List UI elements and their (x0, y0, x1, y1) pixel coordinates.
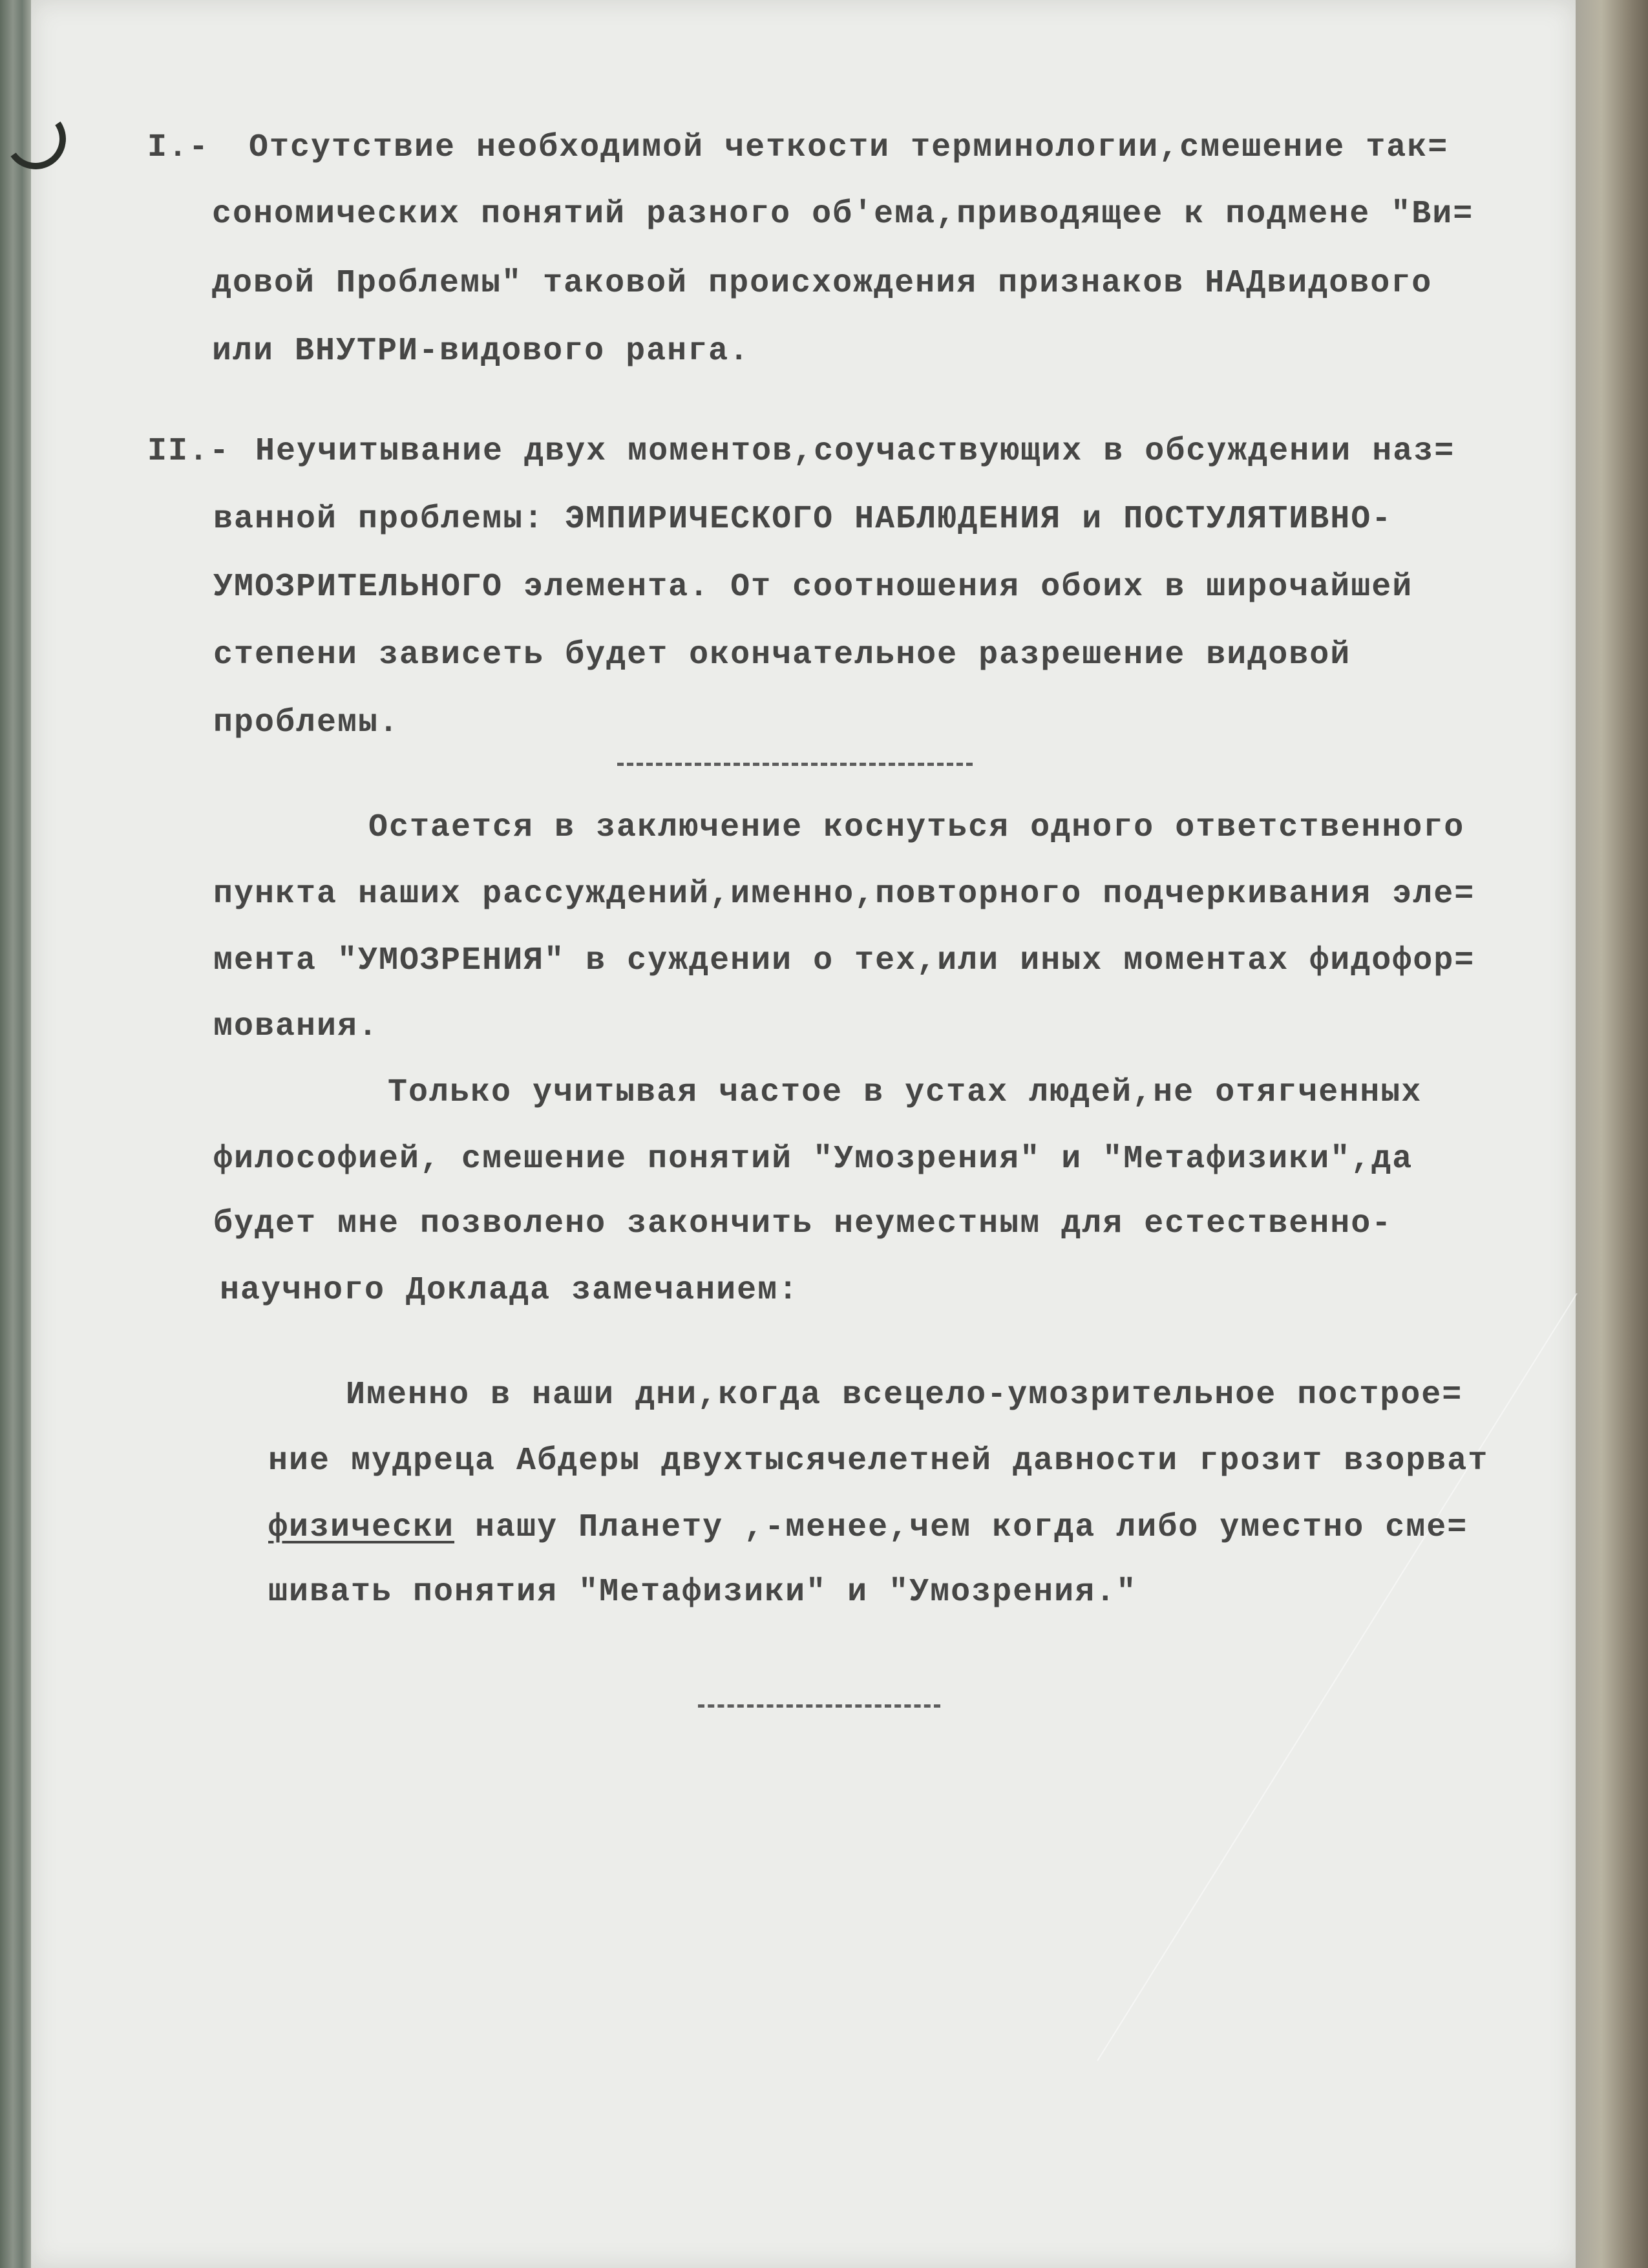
text-line: мента "УМОЗРЕНИЯ" в суждении о тех,или иных моментах фидофор= (213, 942, 1475, 979)
text-line: будет мне позволено закончить неуместным для естественно- (213, 1205, 1393, 1242)
text-line: философией, смешение понятий "Умозрения" и "Метафизики",да (213, 1141, 1413, 1178)
item-marker-2: II.- (147, 433, 231, 470)
text-line: степени зависеть будет окончательное разрешение видовой (213, 637, 1351, 673)
text-line: Неучитывание двух моментов,соучаствующих в обсуждении наз= (255, 433, 1455, 470)
text-line: научного Доклада замечанием: (220, 1272, 799, 1309)
text-line: Только учитывая частое в устах людей,не отягченных (388, 1074, 1422, 1111)
text-line: довой Проблемы" таковой происхождения признаков НАДвидового (212, 265, 1433, 302)
text-line: Отсутствие необходимой четкости терминологии,смешение так= (249, 129, 1449, 166)
text-line: Остается в заключение коснуться одного ответственного (368, 809, 1465, 846)
text-line: мования. (213, 1008, 379, 1045)
item-marker-1: I.- (147, 129, 210, 166)
text-line: пункта наших рассуждений,именно,повторного подчеркивания эле= (213, 876, 1475, 913)
section-divider (617, 763, 973, 766)
text-line: ванной проблемы: ЭМПИРИЧЕСКОГО НАБЛЮДЕНИЯ и ПОСТУЛЯТИВНО- (213, 501, 1393, 538)
text-line: сономических понятий разного об'ема,приводящее к подмене "Ви= (212, 196, 1474, 233)
underlined-word: физически (268, 1509, 455, 1546)
text-line: ние мудреца Абдеры двухтысячелетней давности грозит взорват (268, 1443, 1489, 1479)
text-line (268, 1509, 1468, 1546)
text-line: или ВНУТРИ-видового ранга. (212, 333, 750, 370)
text-line: проблемы. (213, 705, 400, 741)
text-line: УМОЗРИТЕЛЬНОГО элемента. От соотношения обоих в широчайшей (213, 569, 1413, 606)
text-line: Именно в наши дни,когда всецело-умозрительное построе= (346, 1377, 1463, 1414)
text-span: нашу Планету ,-менее,чем когда либо уместно сме= (454, 1509, 1468, 1546)
page-edge-shadow (1576, 0, 1648, 2268)
text-line: шивать понятия "Метафизики" и "Умозрения." (268, 1574, 1137, 1611)
end-divider (698, 1704, 940, 1708)
